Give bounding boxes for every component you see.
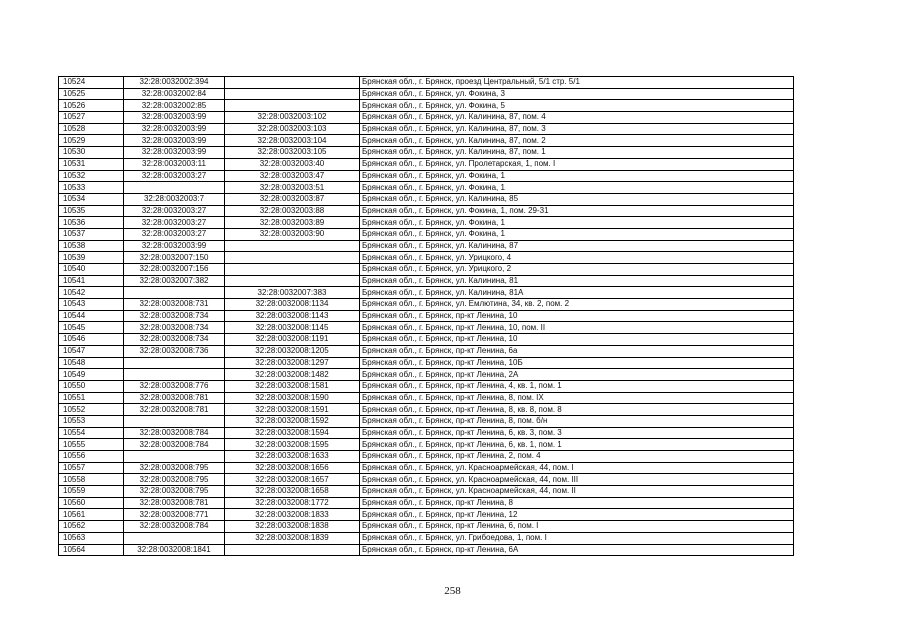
parcel-cadastral-cell: 32:28:0032008:781 [124, 497, 225, 509]
table-row [59, 88, 794, 100]
page-number: 258 [444, 585, 461, 597]
table-row [59, 193, 794, 205]
building-cadastral-cell [225, 544, 360, 556]
table-row [59, 474, 794, 486]
table-row [59, 404, 794, 416]
building-cadastral-cell [225, 77, 360, 89]
table-row [59, 532, 794, 544]
address-cell: Брянская обл., г. Брянск, пр-кт Ленина, 4, кв. 1, пом. 1 [360, 380, 794, 392]
row-number-cell: 10537 [59, 228, 124, 240]
address-cell: Брянская обл., г. Брянск, пр-кт Ленина, 10 [360, 334, 794, 346]
table-row [59, 252, 794, 264]
row-number-cell: 10564 [59, 544, 124, 556]
table-row [59, 205, 794, 217]
parcel-cadastral-cell: 32:28:0032008:781 [124, 404, 225, 416]
parcel-cadastral-cell: 32:28:0032008:736 [124, 345, 225, 357]
address-cell: Брянская обл., г. Брянск, пр-кт Ленина, 10, пом. II [360, 322, 794, 334]
row-number-cell: 10555 [59, 439, 124, 451]
parcel-cadastral-cell [124, 287, 225, 299]
address-cell: Брянская обл., г. Брянск, пр-кт Ленина, 10 [360, 310, 794, 322]
address-cell: Брянская обл., г. Брянск, ул. Фокина, 1 [360, 228, 794, 240]
row-number-cell: 10552 [59, 404, 124, 416]
parcel-cadastral-cell: 32:28:0032003:99 [124, 147, 225, 159]
parcel-cadastral-cell: 32:28:0032008:784 [124, 439, 225, 451]
building-cadastral-cell [225, 88, 360, 100]
building-cadastral-cell: 32:28:0032008:1581 [225, 380, 360, 392]
parcel-cadastral-cell [124, 369, 225, 381]
address-cell: Брянская обл., г. Брянск, пр-кт Ленина, 6, пом. I [360, 521, 794, 533]
address-cell: Брянская обл., г. Брянск, ул. Урицкого, 4 [360, 252, 794, 264]
row-number-cell: 10553 [59, 415, 124, 427]
row-number-cell: 10531 [59, 158, 124, 170]
table-row [59, 369, 794, 381]
building-cadastral-cell [225, 100, 360, 112]
table-row [59, 217, 794, 229]
address-cell: Брянская обл., г. Брянск, ул. Калинина, 87, пом. 4 [360, 112, 794, 124]
row-number-cell: 10540 [59, 264, 124, 276]
parcel-cadastral-cell: 32:28:0032003:99 [124, 123, 225, 135]
table-row [59, 521, 794, 533]
table-row [59, 287, 794, 299]
building-cadastral-cell: 32:28:0032003:51 [225, 182, 360, 194]
address-cell: Брянская обл., г. Брянск, ул. Красноармейская, 44, пом. III [360, 474, 794, 486]
table-row [59, 322, 794, 334]
row-number-cell: 10535 [59, 205, 124, 217]
building-cadastral-cell: 32:28:0032008:1590 [225, 392, 360, 404]
parcel-cadastral-cell: 32:28:0032008:771 [124, 509, 225, 521]
row-number-cell: 10558 [59, 474, 124, 486]
parcel-cadastral-cell: 32:28:0032008:734 [124, 334, 225, 346]
table-row [59, 415, 794, 427]
table-row [59, 275, 794, 287]
building-cadastral-cell: 32:28:0032003:104 [225, 135, 360, 147]
row-number-cell: 10542 [59, 287, 124, 299]
parcel-cadastral-cell: 32:28:0032003:99 [124, 135, 225, 147]
row-number-cell: 10524 [59, 77, 124, 89]
building-cadastral-cell: 32:28:0032008:1838 [225, 521, 360, 533]
table-row [59, 427, 794, 439]
table-row [59, 112, 794, 124]
table-row [59, 77, 794, 89]
table-row [59, 147, 794, 159]
row-number-cell: 10544 [59, 310, 124, 322]
row-number-cell: 10551 [59, 392, 124, 404]
row-number-cell: 10529 [59, 135, 124, 147]
address-cell: Брянская обл., г. Брянск, ул. Фокина, 3 [360, 88, 794, 100]
address-cell: Брянская обл., г. Брянск, проезд Центральный, 5/1 стр. 5/1 [360, 77, 794, 89]
table-row [59, 228, 794, 240]
building-cadastral-cell: 32:28:0032008:1594 [225, 427, 360, 439]
address-cell: Брянская обл., г. Брянск, пр-кт Ленина, 10Б [360, 357, 794, 369]
row-number-cell: 10541 [59, 275, 124, 287]
address-cell: Брянская обл., г. Брянск, ул. Калинина, 87 [360, 240, 794, 252]
row-number-cell: 10559 [59, 486, 124, 498]
building-cadastral-cell: 32:28:0032008:1657 [225, 474, 360, 486]
row-number-cell: 10545 [59, 322, 124, 334]
building-cadastral-cell [225, 275, 360, 287]
address-cell: Брянская обл., г. Брянск, ул. Емлютина, 34, кв. 2, пом. 2 [360, 299, 794, 311]
table-row [59, 100, 794, 112]
parcel-cadastral-cell: 32:28:0032007:150 [124, 252, 225, 264]
address-cell: Брянская обл., г. Брянск, ул. Калинина, 87, пом. 3 [360, 123, 794, 135]
row-number-cell: 10550 [59, 380, 124, 392]
parcel-cadastral-cell: 32:28:0032003:11 [124, 158, 225, 170]
row-number-cell: 10528 [59, 123, 124, 135]
row-number-cell: 10530 [59, 147, 124, 159]
property-table [58, 76, 794, 556]
parcel-cadastral-cell [124, 415, 225, 427]
address-cell: Брянская обл., г. Брянск, ул. Красноармейская, 44, пом. II [360, 486, 794, 498]
row-number-cell: 10534 [59, 193, 124, 205]
row-number-cell: 10554 [59, 427, 124, 439]
parcel-cadastral-cell: 32:28:0032007:156 [124, 264, 225, 276]
parcel-cadastral-cell: 32:28:0032008:795 [124, 474, 225, 486]
address-cell: Брянская обл., г. Брянск, ул. Урицкого, 2 [360, 264, 794, 276]
building-cadastral-cell: 32:28:0032008:1656 [225, 462, 360, 474]
table-row [59, 123, 794, 135]
parcel-cadastral-cell: 32:28:0032008:776 [124, 380, 225, 392]
row-number-cell: 10532 [59, 170, 124, 182]
address-cell: Брянская обл., г. Брянск, пр-кт Ленина, 8, пом. IX [360, 392, 794, 404]
building-cadastral-cell: 32:28:0032008:1134 [225, 299, 360, 311]
address-cell: Брянская обл., г. Брянск, ул. Калинина, 85 [360, 193, 794, 205]
parcel-cadastral-cell: 32:28:0032002:85 [124, 100, 225, 112]
address-cell: Брянская обл., г. Брянск, ул. Калинина, 87, пом. 2 [360, 135, 794, 147]
table-row [59, 462, 794, 474]
parcel-cadastral-cell [124, 451, 225, 463]
parcel-cadastral-cell: 32:28:0032008:731 [124, 299, 225, 311]
row-number-cell: 10525 [59, 88, 124, 100]
table-row [59, 392, 794, 404]
building-cadastral-cell [225, 264, 360, 276]
building-cadastral-cell: 32:28:0032008:1297 [225, 357, 360, 369]
building-cadastral-cell: 32:28:0032008:1633 [225, 451, 360, 463]
building-cadastral-cell: 32:28:0032003:102 [225, 112, 360, 124]
address-cell: Брянская обл., г. Брянск, ул. Калинина, 87, пом. 1 [360, 147, 794, 159]
building-cadastral-cell: 32:28:0032008:1833 [225, 509, 360, 521]
building-cadastral-cell: 32:28:0032008:1143 [225, 310, 360, 322]
building-cadastral-cell: 32:28:0032007:383 [225, 287, 360, 299]
parcel-cadastral-cell [124, 182, 225, 194]
table-row [59, 486, 794, 498]
building-cadastral-cell: 32:28:0032008:1839 [225, 532, 360, 544]
address-cell: Брянская обл., г. Брянск, ул. Калинина, 81 [360, 275, 794, 287]
address-cell: Брянская обл., г. Брянск, пр-кт Ленина, 6, кв. 3, пом. 3 [360, 427, 794, 439]
address-cell: Брянская обл., г. Брянск, ул. Фокина, 1 [360, 217, 794, 229]
building-cadastral-cell: 32:28:0032003:105 [225, 147, 360, 159]
row-number-cell: 10547 [59, 345, 124, 357]
parcel-cadastral-cell: 32:28:0032008:784 [124, 427, 225, 439]
parcel-cadastral-cell: 32:28:0032003:27 [124, 217, 225, 229]
parcel-cadastral-cell [124, 532, 225, 544]
row-number-cell: 10563 [59, 532, 124, 544]
table-row [59, 509, 794, 521]
row-number-cell: 10546 [59, 334, 124, 346]
table-row [59, 380, 794, 392]
row-number-cell: 10526 [59, 100, 124, 112]
address-cell: Брянская обл., г. Брянск, ул. Красноармейская, 44, пом. I [360, 462, 794, 474]
building-cadastral-cell: 32:28:0032008:1205 [225, 345, 360, 357]
parcel-cadastral-cell: 32:28:0032008:1841 [124, 544, 225, 556]
building-cadastral-cell [225, 240, 360, 252]
building-cadastral-cell: 32:28:0032003:90 [225, 228, 360, 240]
row-number-cell: 10538 [59, 240, 124, 252]
building-cadastral-cell: 32:28:0032003:103 [225, 123, 360, 135]
building-cadastral-cell: 32:28:0032008:1658 [225, 486, 360, 498]
address-cell: Брянская обл., г. Брянск, пр-кт Ленина, 6А [360, 544, 794, 556]
table-row [59, 345, 794, 357]
row-number-cell: 10560 [59, 497, 124, 509]
table-row [59, 170, 794, 182]
parcel-cadastral-cell: 32:28:0032007:382 [124, 275, 225, 287]
parcel-cadastral-cell: 32:28:0032003:99 [124, 112, 225, 124]
parcel-cadastral-cell: 32:28:0032008:781 [124, 392, 225, 404]
building-cadastral-cell: 32:28:0032008:1595 [225, 439, 360, 451]
parcel-cadastral-cell: 32:28:0032003:27 [124, 228, 225, 240]
address-cell: Брянская обл., г. Брянск, пр-кт Ленина, 8, пом. б/н [360, 415, 794, 427]
table-row [59, 264, 794, 276]
row-number-cell: 10557 [59, 462, 124, 474]
building-cadastral-cell: 32:28:0032003:89 [225, 217, 360, 229]
address-cell: Брянская обл., г. Брянск, ул. Фокина, 1 [360, 182, 794, 194]
table-row [59, 451, 794, 463]
address-cell: Брянская обл., г. Брянск, пр-кт Ленина, 2, пом. 4 [360, 451, 794, 463]
row-number-cell: 10561 [59, 509, 124, 521]
building-cadastral-cell: 32:28:0032008:1482 [225, 369, 360, 381]
building-cadastral-cell [225, 252, 360, 264]
building-cadastral-cell: 32:28:0032008:1772 [225, 497, 360, 509]
address-cell: Брянская обл., г. Брянск, пр-кт Ленина, 8 [360, 497, 794, 509]
row-number-cell: 10562 [59, 521, 124, 533]
building-cadastral-cell: 32:28:0032003:40 [225, 158, 360, 170]
building-cadastral-cell: 32:28:0032008:1592 [225, 415, 360, 427]
parcel-cadastral-cell: 32:28:0032003:27 [124, 170, 225, 182]
building-cadastral-cell: 32:28:0032003:88 [225, 205, 360, 217]
table-row [59, 182, 794, 194]
parcel-cadastral-cell: 32:28:0032003:7 [124, 193, 225, 205]
address-cell: Брянская обл., г. Брянск, пр-кт Ленина, 6а [360, 345, 794, 357]
parcel-cadastral-cell: 32:28:0032003:99 [124, 240, 225, 252]
address-cell: Брянская обл., г. Брянск, пр-кт Ленина, 2А [360, 369, 794, 381]
parcel-cadastral-cell: 32:28:0032008:795 [124, 462, 225, 474]
row-number-cell: 10543 [59, 299, 124, 311]
parcel-cadastral-cell: 32:28:0032003:27 [124, 205, 225, 217]
parcel-cadastral-cell [124, 357, 225, 369]
table-row [59, 544, 794, 556]
row-number-cell: 10549 [59, 369, 124, 381]
row-number-cell: 10536 [59, 217, 124, 229]
address-cell: Брянская обл., г. Брянск, ул. Фокина, 5 [360, 100, 794, 112]
row-number-cell: 10556 [59, 451, 124, 463]
building-cadastral-cell: 32:28:0032003:47 [225, 170, 360, 182]
table-row [59, 439, 794, 451]
address-cell: Брянская обл., г. Брянск, пр-кт Ленина, 12 [360, 509, 794, 521]
row-number-cell: 10539 [59, 252, 124, 264]
parcel-cadastral-cell: 32:28:0032008:784 [124, 521, 225, 533]
parcel-cadastral-cell: 32:28:0032008:795 [124, 486, 225, 498]
table-row [59, 135, 794, 147]
table-row [59, 357, 794, 369]
table-row [59, 334, 794, 346]
row-number-cell: 10527 [59, 112, 124, 124]
building-cadastral-cell: 32:28:0032003:87 [225, 193, 360, 205]
address-cell: Брянская обл., г. Брянск, ул. Фокина, 1, пом. 29-31 [360, 205, 794, 217]
table-row [59, 240, 794, 252]
address-cell: Брянская обл., г. Брянск, ул. Калинина, 81А [360, 287, 794, 299]
address-cell: Брянская обл., г. Брянск, пр-кт Ленина, 8, кв. 8, пом. 8 [360, 404, 794, 416]
building-cadastral-cell: 32:28:0032008:1591 [225, 404, 360, 416]
table-row [59, 299, 794, 311]
parcel-cadastral-cell: 32:28:0032008:734 [124, 322, 225, 334]
address-cell: Брянская обл., г. Брянск, ул. Фокина, 1 [360, 170, 794, 182]
row-number-cell: 10533 [59, 182, 124, 194]
parcel-cadastral-cell: 32:28:0032002:394 [124, 77, 225, 89]
parcel-cadastral-cell: 32:28:0032008:734 [124, 310, 225, 322]
building-cadastral-cell: 32:28:0032008:1191 [225, 334, 360, 346]
address-cell: Брянская обл., г. Брянск, пр-кт Ленина, 6, кв. 1, пом. 1 [360, 439, 794, 451]
building-cadastral-cell: 32:28:0032008:1145 [225, 322, 360, 334]
parcel-cadastral-cell: 32:28:0032002:84 [124, 88, 225, 100]
table-row [59, 497, 794, 509]
table-row [59, 158, 794, 170]
address-cell: Брянская обл., г. Брянск, ул. Пролетарская, 1, пом. I [360, 158, 794, 170]
property-table-body [59, 77, 794, 556]
table-row [59, 310, 794, 322]
address-cell: Брянская обл., г. Брянск, ул. Грибоедова, 1, пом. I [360, 532, 794, 544]
row-number-cell: 10548 [59, 357, 124, 369]
